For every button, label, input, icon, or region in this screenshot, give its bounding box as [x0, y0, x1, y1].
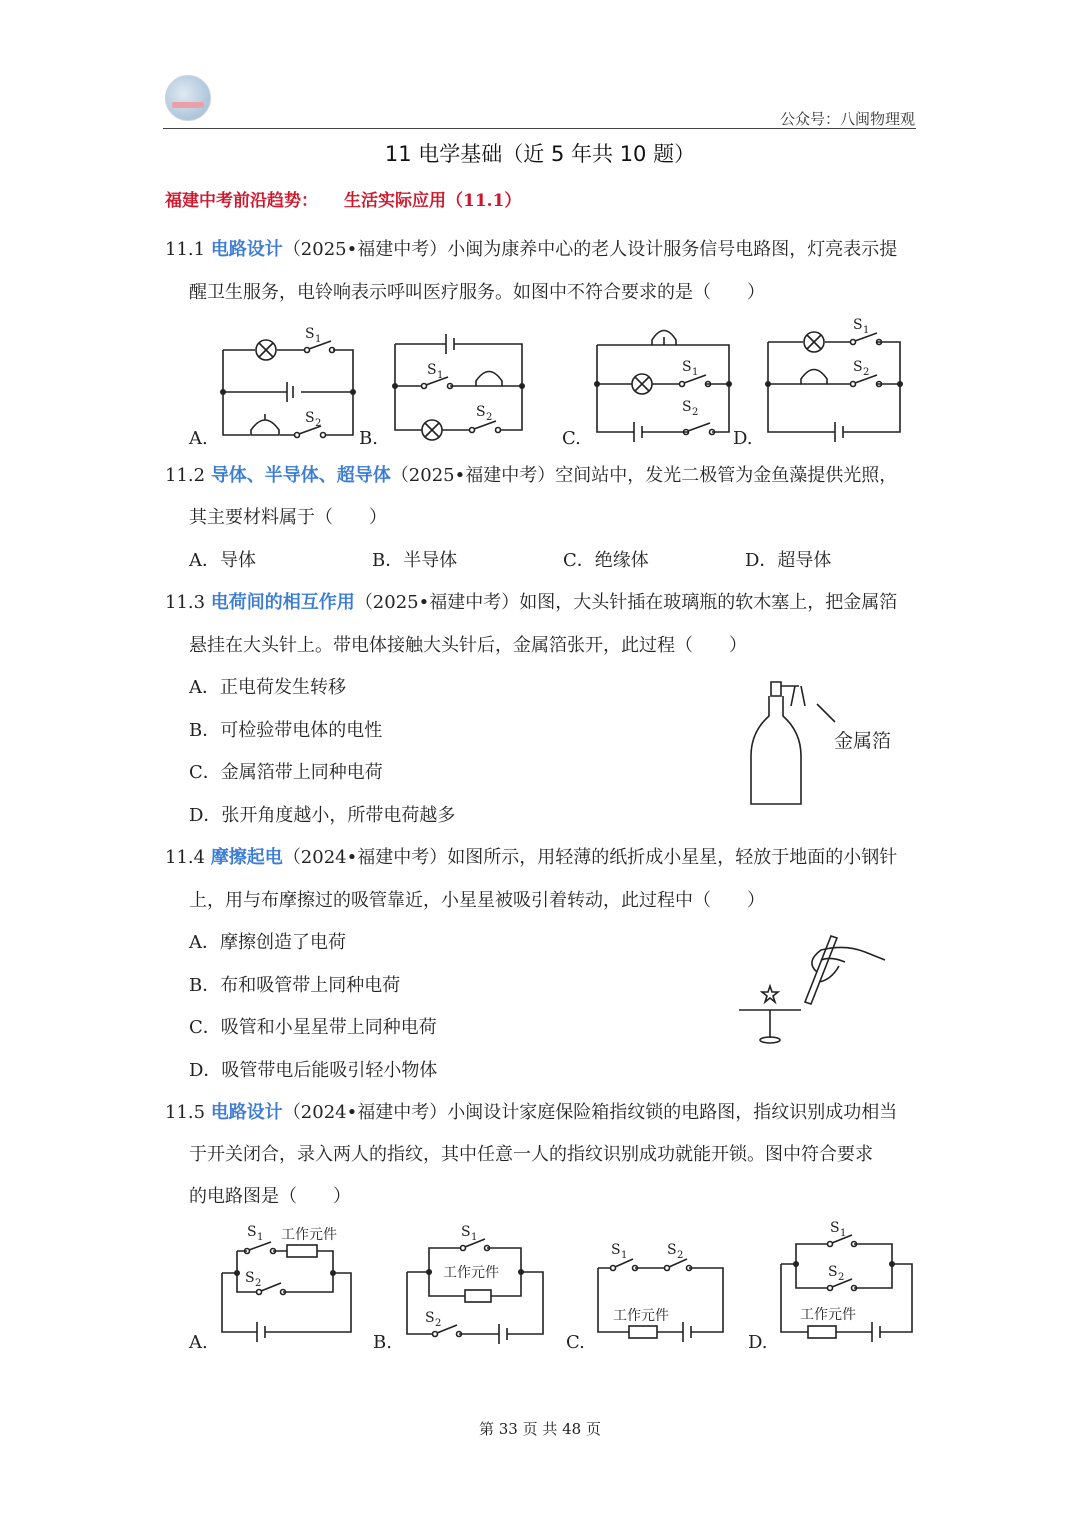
svg-text:S: S — [427, 362, 437, 378]
svg-text:1: 1 — [621, 1250, 628, 1261]
q1-line1 — [165, 238, 897, 262]
q1-number: 11.1 — [165, 239, 206, 260]
battery-icon — [257, 1322, 265, 1342]
q4-line2: 上，用与布摩擦过的吸管靠近，小星星被吸引着转动，此过程中（ ） — [189, 890, 765, 911]
foil-label: 金属箔 — [834, 730, 892, 752]
q5-line3: 的电路图是（ ） — [189, 1186, 351, 1207]
q4-option-d: D．吸管带电后能吸引轻小物体 — [189, 1060, 438, 1081]
svg-text:S: S — [611, 1242, 621, 1258]
header-account: 公众号：八闽物理观 — [779, 110, 915, 128]
q5-option-a: A. — [189, 1332, 208, 1353]
trend-line — [165, 189, 521, 213]
svg-text:2: 2 — [677, 1250, 684, 1261]
q1-option-d: D. — [733, 428, 753, 449]
q3-option-a: A．正电荷发生转移 — [189, 677, 346, 698]
q4-option-b: B．布和吸管带上同种电荷 — [189, 975, 401, 996]
svg-text:S: S — [461, 1224, 471, 1240]
svg-text:1: 1 — [840, 1228, 847, 1239]
q2-option-d: D．超导体 — [745, 550, 832, 571]
svg-text:1: 1 — [692, 367, 699, 378]
cork-icon — [771, 682, 781, 696]
svg-text:S: S — [305, 410, 315, 426]
q2-topic: 导体、半导体、超导体 — [210, 465, 391, 486]
q5-option-c: C. — [566, 1332, 585, 1353]
battery-icon — [499, 1324, 507, 1344]
header-divider — [163, 128, 916, 129]
q2-option-a: A．导体 — [189, 550, 256, 571]
q1-circuit-b — [390, 320, 530, 445]
needle-stand-icon — [739, 1010, 801, 1038]
q2-source: （2025•福建中考） — [390, 465, 556, 486]
battery-icon — [835, 422, 843, 442]
q5-line1 — [165, 1101, 897, 1125]
page-footer: 第 33 页 共 48 页 — [478, 1420, 601, 1438]
q3-option-d: D．张开角度越小，所带电荷越多 — [189, 805, 456, 826]
q5-option-d: D. — [748, 1332, 768, 1353]
q3-option-b: B．可检验带电体的电性 — [189, 720, 383, 741]
svg-text:S: S — [247, 1224, 257, 1240]
component-label: 工作元件 — [800, 1307, 856, 1323]
q1-source: （2025•福建中考） — [282, 239, 448, 260]
star-icon — [762, 986, 778, 1002]
battery-icon — [683, 1322, 691, 1342]
svg-text:1: 1 — [315, 334, 322, 345]
q1-line2: 醒卫生服务，电铃响表示呼叫医疗服务。如图中不符合要求的是（ ） — [189, 282, 765, 303]
q3-topic: 电荷间的相互作用 — [210, 592, 355, 613]
q4-option-c: C．吸管和小星星带上同种电荷 — [189, 1017, 437, 1038]
svg-text:S: S — [682, 359, 692, 375]
q1-circuit-a — [215, 320, 365, 445]
svg-text:2: 2 — [486, 412, 493, 423]
component-icon — [287, 1245, 317, 1257]
q5-circuit-a — [215, 1218, 360, 1338]
component-label: 工作元件 — [443, 1265, 499, 1281]
battery-icon — [634, 422, 642, 442]
q1-option-a: A. — [189, 428, 208, 449]
svg-text:1: 1 — [471, 1232, 478, 1243]
q2-text1: 空间站中，发光二极管为金鱼藻提供光照， — [555, 465, 898, 486]
svg-text:1: 1 — [863, 325, 870, 336]
q1-option-b: B. — [359, 428, 378, 449]
q2-number: 11.2 — [165, 465, 206, 486]
trend-label: 福建中考前沿趋势： — [165, 191, 318, 211]
q3-option-c: C．金属箔带上同种电荷 — [189, 762, 383, 783]
component-label: 工作元件 — [281, 1227, 337, 1243]
foil-icon — [791, 686, 805, 706]
q5-circuit-d — [778, 1218, 918, 1338]
component-icon — [465, 1290, 491, 1302]
q2-line1 — [165, 464, 897, 488]
q4-line1 — [165, 846, 897, 870]
q3-line2: 悬挂在大头针上。带电体接触大头针后，金属箔张开，此过程（ ） — [189, 635, 747, 656]
battery-icon — [872, 1322, 880, 1342]
svg-text:2: 2 — [863, 367, 870, 378]
svg-text:2: 2 — [692, 407, 699, 418]
q3-source: （2025•福建中考） — [354, 592, 520, 613]
q4-number: 11.4 — [165, 847, 206, 868]
trend-value: 生活实际应用（11.1） — [344, 191, 522, 211]
logo — [165, 75, 211, 121]
q3-text1: 如图，大头针插在玻璃瓶的软木塞上，把金属箔 — [519, 592, 898, 613]
q2-option-b: B．半导体 — [372, 550, 458, 571]
svg-text:S: S — [853, 359, 863, 375]
q5-source: （2024•福建中考） — [282, 1102, 448, 1123]
q4-option-a: A．摩擦创造了电荷 — [189, 932, 346, 953]
q4-text1: 如图所示，用轻薄的纸折成小星星，轻放于地面的小钢针 — [447, 847, 898, 868]
q1-topic: 电路设计 — [210, 239, 283, 260]
q1-option-c: C. — [562, 428, 581, 449]
q1-circuit-c — [592, 315, 737, 445]
q4-straw-figure — [735, 930, 895, 1050]
bell-icon — [652, 331, 676, 346]
switch-label: S — [305, 326, 315, 342]
q2-line2: 其主要材料属于（ ） — [189, 507, 387, 528]
q5-option-b: B. — [373, 1332, 392, 1353]
svg-text:S: S — [828, 1264, 838, 1280]
svg-text:S: S — [830, 1220, 840, 1236]
straw-icon — [805, 936, 837, 1004]
svg-text:2: 2 — [838, 1272, 845, 1283]
q4-topic: 摩擦起电 — [210, 847, 283, 868]
q5-circuit-b — [403, 1218, 548, 1338]
page-title: 11 电学基础（近 5 年共 10 题） — [384, 142, 696, 166]
battery-icon — [446, 334, 454, 354]
svg-text:1: 1 — [437, 370, 444, 381]
svg-text:1: 1 — [257, 1232, 264, 1243]
component-icon — [629, 1326, 657, 1338]
q5-number: 11.5 — [165, 1102, 206, 1123]
q5-circuit-c — [595, 1238, 730, 1338]
component-label: 工作元件 — [613, 1308, 669, 1324]
q5-text1: 小闽设计家庭保险箱指纹锁的电路图，指纹识别成功相当 — [447, 1102, 898, 1123]
svg-text:2: 2 — [315, 418, 322, 429]
q5-line2: 于开关闭合，录入两人的指纹，其中任意一人的指纹识别成功就能开锁。图中符合要求 — [189, 1144, 873, 1165]
svg-text:2: 2 — [435, 1318, 442, 1329]
q2-option-c: C．绝缘体 — [563, 550, 649, 571]
svg-text:2: 2 — [255, 1278, 262, 1289]
svg-text:S: S — [667, 1242, 677, 1258]
q1-circuit-d — [765, 315, 910, 445]
bell-icon — [801, 370, 827, 385]
bell-icon — [476, 372, 502, 387]
svg-text:S: S — [245, 1270, 255, 1286]
q4-source: （2024•福建中考） — [282, 847, 448, 868]
svg-text:S: S — [853, 317, 863, 333]
bottle-icon — [751, 696, 801, 804]
q1-text1: 小闽为康养中心的老人设计服务信号电路图，灯亮表示提 — [447, 239, 898, 260]
svg-text:S: S — [425, 1310, 435, 1326]
component-icon — [808, 1326, 836, 1338]
q3-bottle-figure — [745, 670, 915, 810]
hand-icon — [812, 947, 885, 982]
svg-text:S: S — [476, 404, 486, 420]
q5-topic: 电路设计 — [210, 1102, 283, 1123]
svg-text:S: S — [682, 399, 692, 415]
q3-line1 — [165, 591, 897, 615]
bell-icon — [251, 414, 279, 435]
battery-icon — [287, 382, 293, 402]
q3-number: 11.3 — [165, 592, 206, 613]
